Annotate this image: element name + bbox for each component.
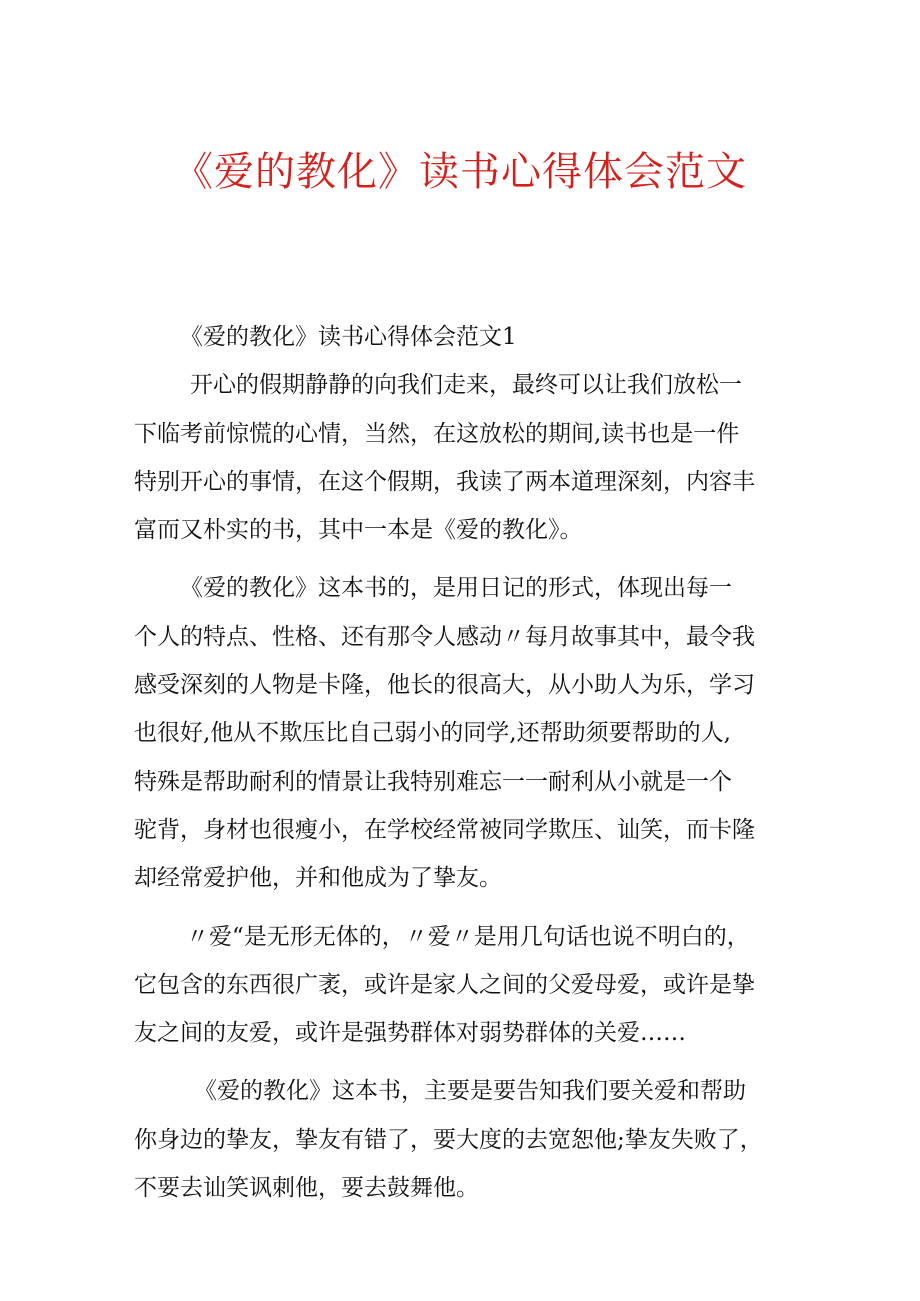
document-body [134, 313, 794, 1212]
paragraph-line: 也很好,他从不欺压比自己弱小的同学,还帮助须要帮助的人, [134, 720, 731, 747]
paragraph-line: 富而又朴实的书，其中一本是《爱的教化》。 [134, 517, 583, 544]
paragraph-line: 〃爱“是无形无体的，〃爱〃是用几句话也说不明白的， [186, 923, 750, 950]
paragraph-line: 特殊是帮助耐利的情景让我特别难忘一一耐利从小就是一个 [134, 768, 732, 795]
paragraph-1 [134, 361, 794, 554]
paragraph-line: 开心的假期静静的向我们走来，最终可以让我们放松一 [190, 372, 742, 399]
paragraph-line: 《爱的教化》这本书的，是用日记的形式，体现出每一 [180, 575, 732, 602]
paragraph-line: 驼背，身材也很瘦小，在学校经常被同学欺压、讪笑，而卡隆 [134, 816, 755, 843]
paragraph-line: 下临考前惊慌的心情，当然，在这放松的期间,读书也是一件 [134, 420, 740, 447]
paragraph-line: 个人的特点、性格、还有那令人感动〃每月故事其中，最令我 [134, 623, 755, 650]
paragraph-2 [134, 564, 794, 902]
paragraph-3 [134, 913, 794, 1058]
paragraph-line: 《爱的教化》这本书，主要是要告知我们要关爱和帮助 [194, 1078, 746, 1105]
paragraph-line: 它包含的东西很广袤，或许是家人之间的父爱母爱，或许是挚 [134, 971, 755, 998]
paragraph-line: 却经常爱护他，并和他成为了挚友。 [134, 865, 502, 892]
paragraph-line: 友之间的友爱，或许是强势群体对弱势群体的关爱…… [134, 1020, 686, 1047]
paragraph-line: 不要去讪笑讽刺他，要去鼓舞他。 [134, 1175, 479, 1202]
document-title: 《爱的教化》读书心得体会范文 [173, 149, 747, 195]
paragraph-line: 特别开心的事情，在这个假期，我读了两本道理深刻，内容丰 [134, 468, 755, 495]
paragraph-line: 你身边的挚友，挚友有错了，要大度的去宽恕他;挚友失败了， [134, 1126, 763, 1153]
section-heading: 《爱的教化》读书心得体会范文1 [180, 324, 517, 350]
paragraph-line: 感受深刻的人物是卡隆，他长的很高大，从小助人为乐，学习 [134, 672, 755, 699]
paragraph-4 [134, 1067, 794, 1212]
